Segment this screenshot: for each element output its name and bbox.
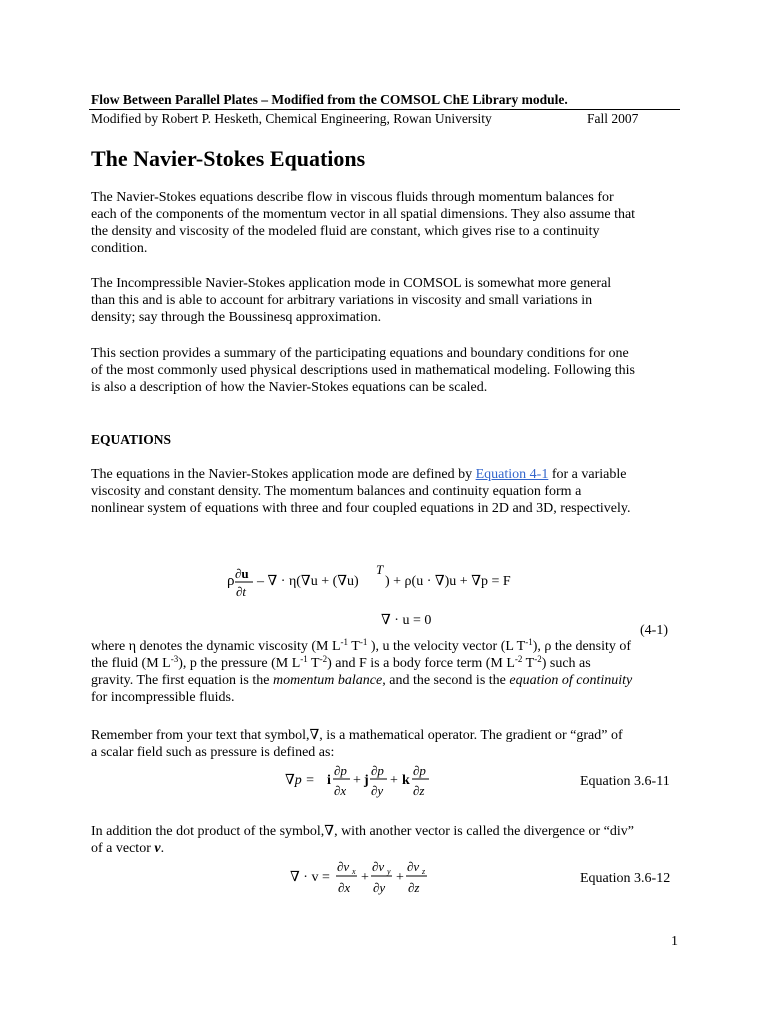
eq-div-lhs: ∇ · v = [290, 870, 330, 885]
document-header-term: Fall 2007 [587, 111, 639, 126]
text-line [91, 638, 681, 655]
eq-rho: ρ [227, 573, 235, 589]
text-line [91, 840, 681, 857]
text-line: for incompressible fluids. [91, 690, 235, 705]
document-header-author: Modified by Robert P. Hesketh, Chemical Engineering, Rowan University [91, 111, 492, 126]
eq-grad-dp: ∂p [334, 763, 347, 778]
superscript: -1 [525, 637, 533, 647]
text-fragment: ) and F is a body force term (M L [327, 656, 515, 671]
vector-v: v [154, 841, 161, 856]
eq-grad-dz: ∂z [413, 783, 425, 798]
text-fragment: of a vector [91, 841, 155, 856]
eq-transpose: T [376, 562, 384, 577]
text-fragment: The equations in the Navier-Stokes application mode are defined by [91, 467, 476, 482]
eq-tail: ) + ρ(u · ∇)u + ∇p = F [385, 574, 511, 589]
text-line: than this and is able to account for arbitrary variations in viscosity and small variations in [91, 293, 593, 308]
text-fragment: for a variable [548, 467, 627, 482]
text-line [91, 466, 681, 483]
text-fragment: T [522, 656, 535, 671]
text-fragment: , and the second is the [382, 673, 510, 688]
eq-middle: – ∇ · η(∇u + (∇u) [257, 574, 359, 589]
text-fragment: T [348, 639, 360, 654]
eq-div-dy: ∂y [373, 880, 386, 895]
text-fragment: . [160, 841, 165, 856]
text-fragment: gravity. The first equation is the [91, 673, 273, 688]
eq-grad-j: j [364, 773, 369, 788]
paragraph-gradient-intro [91, 727, 681, 761]
navier-stokes-equation [225, 560, 555, 632]
text-line: a scalar field such as pressure is defined as: [91, 745, 335, 760]
superscript: -2 [534, 654, 542, 664]
equation-label-3-6-12: Equation 3.6-12 [580, 871, 671, 886]
emphasis-equation-of-continuity: equation of continuity [509, 673, 633, 688]
text-line [91, 655, 681, 672]
superscript: -1 [300, 654, 308, 664]
eq-plus: + [353, 773, 361, 788]
eq-grad-k: k [402, 773, 410, 788]
gradient-equation [285, 762, 435, 800]
eq-dt: ∂t [236, 584, 247, 599]
paragraph-equation-definition [91, 466, 681, 517]
eq-plus: + [390, 773, 398, 788]
eq-grad-dp: ∂p [371, 763, 384, 778]
text-line: The Navier-Stokes equations describe flow in viscous fluids through momentum balances for [91, 190, 614, 205]
eq-plus: + [361, 870, 369, 885]
text-line: each of the components of the momentum vector in all spatial dimensions. They also assume that [91, 207, 636, 222]
text-line: In addition the dot product of the symbol,∇, with another vector is called the divergence or “div” [91, 824, 634, 839]
eq-continuity: ∇ · u = 0 [381, 613, 432, 628]
superscript: -3 [170, 654, 179, 664]
eq-du: ∂u [235, 566, 249, 581]
text-line: the density and viscosity of the modeled fluid are constant, which gives rise to a continuity [91, 224, 600, 239]
document-header-title: Flow Between Parallel Plates – Modified from the COMSOL ChE Library module. [91, 92, 568, 107]
paragraph-intro [91, 189, 681, 257]
text-line: is also a description of how the Navier-Stokes equations can be scaled. [91, 380, 488, 395]
eq-div-dvz: ∂v [407, 859, 420, 874]
eq-div-dvx: ∂v [337, 859, 350, 874]
page-title: The Navier-Stokes Equations [91, 146, 366, 171]
text-line: nonlinear system of equations with three and four coupled equations in 2D and 3D, respectively. [91, 501, 631, 516]
paragraph-divergence-intro [91, 823, 681, 857]
section-heading-equations: EQUATIONS [91, 432, 172, 447]
eq-div-dz: ∂z [408, 880, 420, 895]
superscript: -2 [514, 654, 523, 664]
paragraph-summary [91, 345, 681, 396]
eq-div-dx: ∂x [338, 880, 351, 895]
text-fragment: the fluid (M L [91, 656, 171, 671]
page-number: 1 [671, 934, 678, 949]
eq-div-sub-y: y [387, 867, 391, 876]
text-fragment: where η denotes the dynamic viscosity (M L [91, 639, 341, 654]
superscript: -1 [359, 637, 368, 647]
text-fragment: ) such as [541, 656, 591, 671]
eq-grad-lhs: ∇p = [285, 773, 315, 788]
superscript: -1 [340, 637, 349, 647]
equation-label-3-6-11: Equation 3.6-11 [580, 774, 670, 789]
equation-4-1-link[interactable]: Equation 4-1 [475, 467, 549, 482]
eq-plus: + [396, 870, 404, 885]
eq-grad-i: i [327, 773, 331, 788]
paragraph-comsol-mode [91, 275, 681, 326]
text-line [91, 672, 681, 689]
text-fragment: T [307, 656, 320, 671]
eq-div-sub-z: z [422, 867, 426, 876]
text-fragment: ), p the pressure (M L [178, 656, 301, 671]
eq-grad-dx: ∂x [334, 783, 347, 798]
text-line: of the most commonly used physical descriptions used in mathematical modeling. Following this [91, 363, 635, 378]
text-line: Remember from your text that symbol,∇, is a mathematical operator. The gradient or “grad” of [91, 728, 623, 743]
eq-div-sub-x: x [352, 867, 356, 876]
divergence-equation [290, 858, 440, 898]
equation-number: (4-1) [640, 623, 668, 638]
text-fragment: ), ρ the density of [532, 639, 632, 654]
eq-grad-dy: ∂y [371, 783, 384, 798]
text-line: The Incompressible Navier-Stokes application mode in COMSOL is somewhat more general [91, 276, 612, 291]
eq-div-dvy: ∂v [372, 859, 385, 874]
paragraph-variable-definitions [91, 638, 681, 706]
text-line: This section provides a summary of the participating equations and boundary conditions for one [91, 346, 629, 361]
eq-grad-dp: ∂p [413, 763, 426, 778]
superscript: -2 [319, 654, 328, 664]
text-line: condition. [91, 241, 148, 256]
text-line: density; say through the Boussinesq approximation. [91, 310, 382, 325]
text-line: viscosity and constant density. The momentum balances and continuity equation form a [91, 484, 582, 499]
text-fragment: ), u the velocity vector (L T [367, 639, 526, 654]
emphasis-momentum-balance: momentum balance [272, 673, 383, 688]
